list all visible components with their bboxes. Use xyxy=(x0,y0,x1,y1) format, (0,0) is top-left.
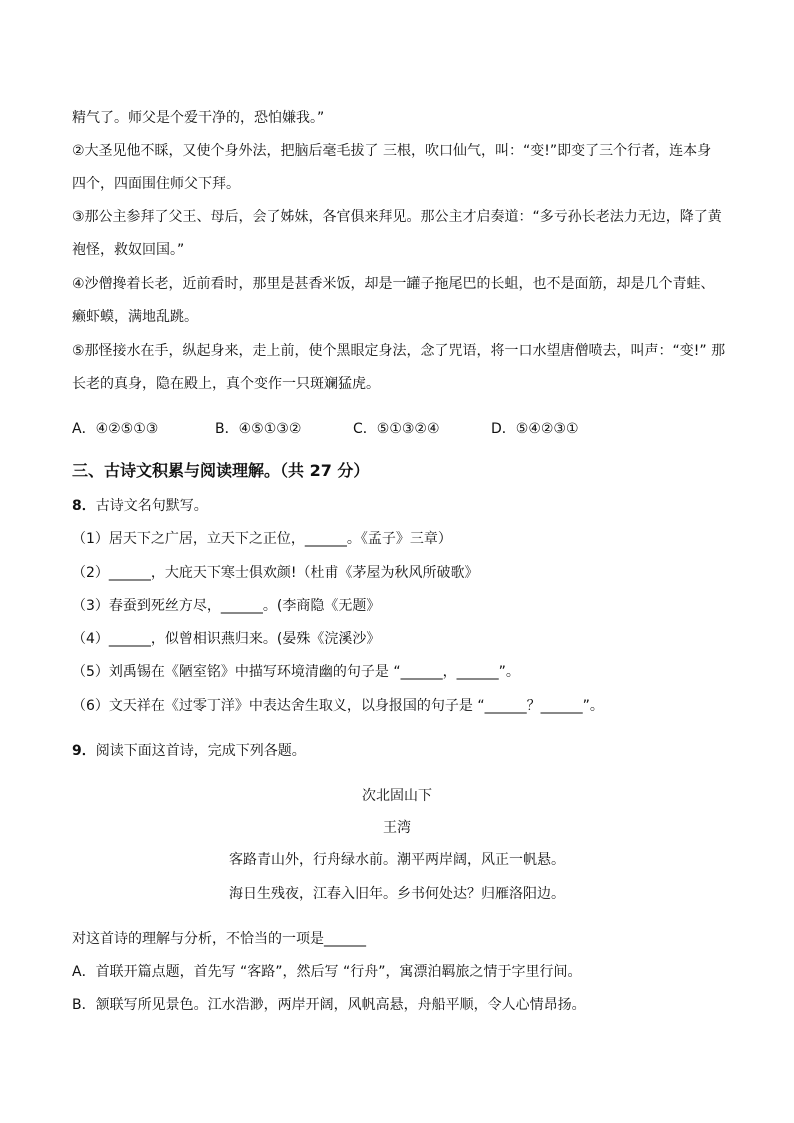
poem-line: 海日生残夜，江春入旧年。乡书何处达？归雁洛阳边。 xyxy=(229,886,565,902)
question-text: 古诗文名句默写。 xyxy=(95,498,208,514)
q7-option-d xyxy=(491,419,579,439)
q8-item: （5）刘禹锡在《陋室铭》中描写环境清幽的句子是 “______，______”。 xyxy=(72,664,520,680)
option-text: 首联开篇点题，首先写 “客路”，然后写 “行舟”，寓漂泊羁旅之情于字里行间。 xyxy=(95,964,582,980)
q9-question: 对这首诗的理解与分析，不恰当的一项是______ xyxy=(72,931,366,947)
q8-item: （4）______，似曾相识燕归来。(晏殊《浣溪沙》 xyxy=(72,631,381,647)
question-number: 8． xyxy=(72,498,96,514)
option-key: B． xyxy=(215,421,239,437)
passage-line: 长老的真身，隐在殿上，真个变作一只斑斓猛虎。 xyxy=(72,376,380,392)
q8-item: （1）居天下之广居，立天下之正位，______。《孟子》三章） xyxy=(72,531,452,547)
option-text: ④⑤①③② xyxy=(238,421,302,437)
passage-line: 四个，四面围住师父下拜。 xyxy=(72,176,240,192)
option-text: ⑤④②③① xyxy=(515,421,579,437)
section-heading: 三、古诗文积累与阅读理解。（共 27 分） xyxy=(72,461,370,480)
option-text: ⑤①③②④ xyxy=(376,421,440,437)
q9-option-b xyxy=(72,995,586,1015)
passage-line: 癞虾蟆，满地乱跳。 xyxy=(72,309,198,325)
q7-option-a xyxy=(72,419,158,439)
option-key: A． xyxy=(72,964,96,980)
q7-option-b xyxy=(215,419,301,439)
passage-line: ④沙僧搀着长老，近前看时，那里是甚香米饭，却是一罐子拖尾巴的长蛆，也不是面筋，却是几个青蛙、 xyxy=(72,276,715,292)
option-key: A． xyxy=(72,421,96,437)
q8-item: （3）春蚕到死丝方尽，______。(李商隐《无题》 xyxy=(72,598,381,614)
poem-line: 客路青山外，行舟绿水前。潮平两岸阔，风正一帆悬。 xyxy=(229,852,565,868)
q9-stem xyxy=(72,741,306,761)
option-text: ④②⑤①③ xyxy=(95,421,159,437)
question-number: 9． xyxy=(72,743,96,759)
passage-line: ③那公主参拜了父王、母后，会了姊妹，各官俱来拜见。那公主才启奏道：“多亏孙长老法力无边，降了黄 xyxy=(72,209,722,225)
passage-line: ②大圣见他不睬，又使个身外法，把脑后毫毛拔了 三根，吹口仙气，叫：“变!”即变了三个行者，连本身 xyxy=(72,143,712,159)
q9-option-a xyxy=(72,962,582,982)
q8-stem xyxy=(72,496,208,516)
q8-item: （2）______，大庇天下寒士俱欢颜!（杜甫《茅屋为秋风所破歌》 xyxy=(72,565,479,581)
option-key: C． xyxy=(353,421,377,437)
option-text: 颔联写所见景色。江水浩渺，两岸开阔，风帆高悬，舟船平顺，令人心情昂扬。 xyxy=(95,997,586,1013)
poem-author: 王湾 xyxy=(383,820,411,836)
option-key: D． xyxy=(491,421,516,437)
q8-item: （6）文天祥在《过零丁洋》中表达舍生取义，以身报国的句子是 “______？______”。 xyxy=(72,698,604,714)
question-text: 阅读下面这首诗，完成下列各题。 xyxy=(95,743,306,759)
poem-title: 次北固山下 xyxy=(362,788,432,804)
q7-option-c xyxy=(353,419,440,439)
option-key: B． xyxy=(72,997,96,1013)
passage-line: 精气了。师父是个爱干净的，恐怕嫌我。” xyxy=(72,110,325,126)
passage-line: ⑤那怪接水在手，纵起身来，走上前，使个黑眼定身法，念了咒语，将一口水望唐僧喷去，叫声：“变!” 那 xyxy=(72,343,726,359)
passage-line: 袍怪，救奴回国。” xyxy=(72,242,185,258)
